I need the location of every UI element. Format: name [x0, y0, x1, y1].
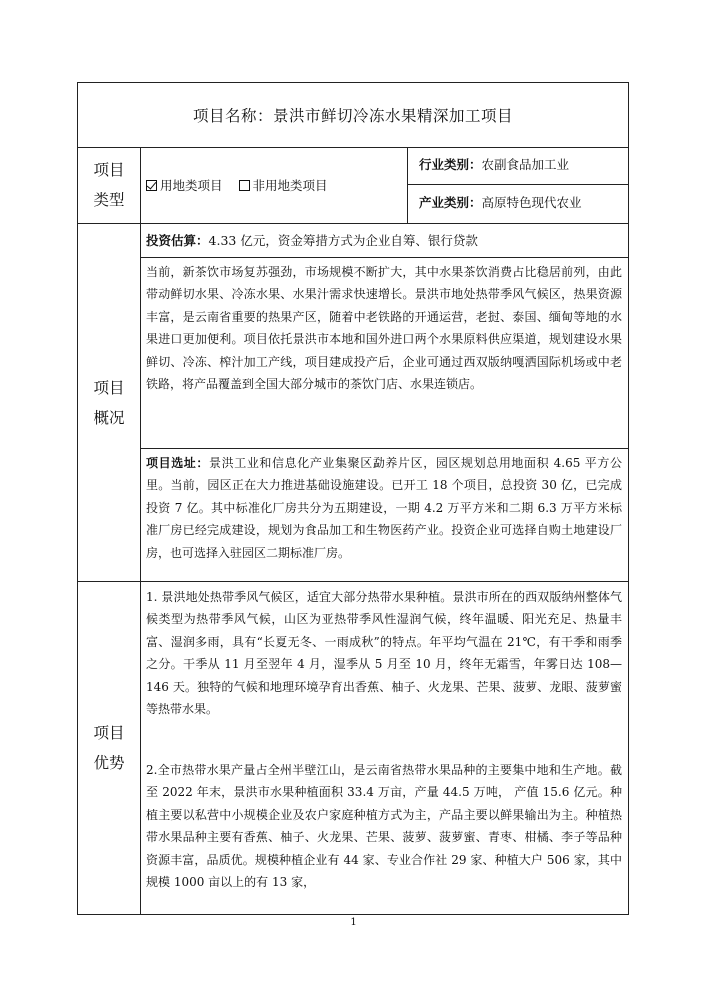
advantage-paragraph-1: 1. 景洪地处热带季风气候区，适宜大部分热带水果种植。景洪市所在的西双版纳州整体气候类型为热带季风气候，山区为亚热带季风性湿润气候，终年温暖、阳光充足、热量丰富、湿润多雨，具有“长夏无冬、一雨成秋”的特点。年平均气温在 21℃，有干季和雨季之分。干季从 11 月至翌年 4 月，湿季从 5 月至 10 月，终年无霜雪，年雾日达 108—146 天。独特的气候和地理环境孕育出香蕉、柚子、火龙果、芒果、菠萝、龙眼、菠萝蜜等热带水果。 — [146, 590, 622, 717]
overview-description: 当前，新茶饮市场复苏强劲，市场规模不断扩大，其中水果茶饮消费占比稳居前列，由此带动鲜切水果、冷冻水果、水果汁需求快速增长。景洪市地处热带季风气候区，热果资源丰富，是云南省重要的热果产区，随着中老铁路的开通运营，老挝、泰国、缅甸等地的水果进口更加便利。项目依托景洪市本地和国外进口两个水果原料供应渠道，规划建设水果鲜切、冷冻、榨汁加工产线，项目建成投产后，企业可通过西双版纳嘎洒国际机场或中老铁路，将产品覆盖到全国大部分城市的茶饮门店、水果连锁店。 — [146, 265, 622, 392]
project-type-options — [146, 174, 328, 196]
row-divider — [140, 448, 628, 449]
advantages-label: 项目 优势 — [93, 724, 125, 772]
row-divider — [78, 147, 628, 148]
sector-category: 产业类别：高原特色现代农业 — [419, 195, 582, 210]
page-number: 1 — [350, 917, 357, 928]
project-site: 项目选址：景洪工业和信息化产业集聚区勐养片区，园区规划总用地面积 4.65 平方公里。当前，园区正在大力推进基础设施建设。已开工 18 个项目，总投资 30 亿，已完成投资 7 亿。其中标准化厂房共分为五期建设，一期 4.2 万平方米和二期 6.3 万平方米标准厂房已经完成建设，规划为食品加工和生物医药产业。投资企业可选择自购土地建设厂房，也可选择入驻园区二期标准厂房。 — [146, 456, 622, 560]
option-land-label: 用地类项目 — [160, 178, 223, 193]
overview-label: 项目 概况 — [93, 379, 125, 427]
column-divider — [407, 147, 408, 223]
industry-category: 行业类别：农副食品加工业 — [419, 157, 570, 172]
project-table — [77, 82, 629, 915]
row-divider — [78, 581, 628, 582]
unchecked-box-icon[interactable] — [239, 180, 250, 191]
page-title: 项目名称：景洪市鲜切冷冻水果精深加工项目 — [192, 107, 513, 125]
project-type-label: 项目 类型 — [93, 161, 125, 209]
row-divider — [78, 223, 628, 224]
checked-box-icon[interactable] — [146, 180, 157, 191]
option-nonland-label: 非用地类项目 — [252, 178, 328, 193]
column-divider — [140, 147, 141, 914]
row-divider — [140, 257, 628, 258]
advantage-paragraph-2: 2.全市热带水果产量占全州半壁江山，是云南省热带水果品种的主要集中地和生产地。截至 2022 年末，景洪市水果种植面积 33.4 万亩，产量 44.5 万吨， 产值 15.6 亿元。种植主要以私营中小规模企业及农户家庭种植方式为主，产品主要以鲜果输出为主。种植热带水果品种主要有香蕉、柚子、火龙果、芒果、菠萝、菠萝蜜、青枣、柑橘、李子等品种资源丰富，品质优。规模种植企业有 44 家、专业合作社 29 家、种植大户 506 家，其中规模 1000 亩以上的有 13 家， — [146, 763, 622, 890]
row-divider — [407, 184, 628, 185]
investment-estimate: 投资估算：4.33 亿元，资金筹措方式为企业自筹、银行贷款 — [146, 233, 478, 248]
